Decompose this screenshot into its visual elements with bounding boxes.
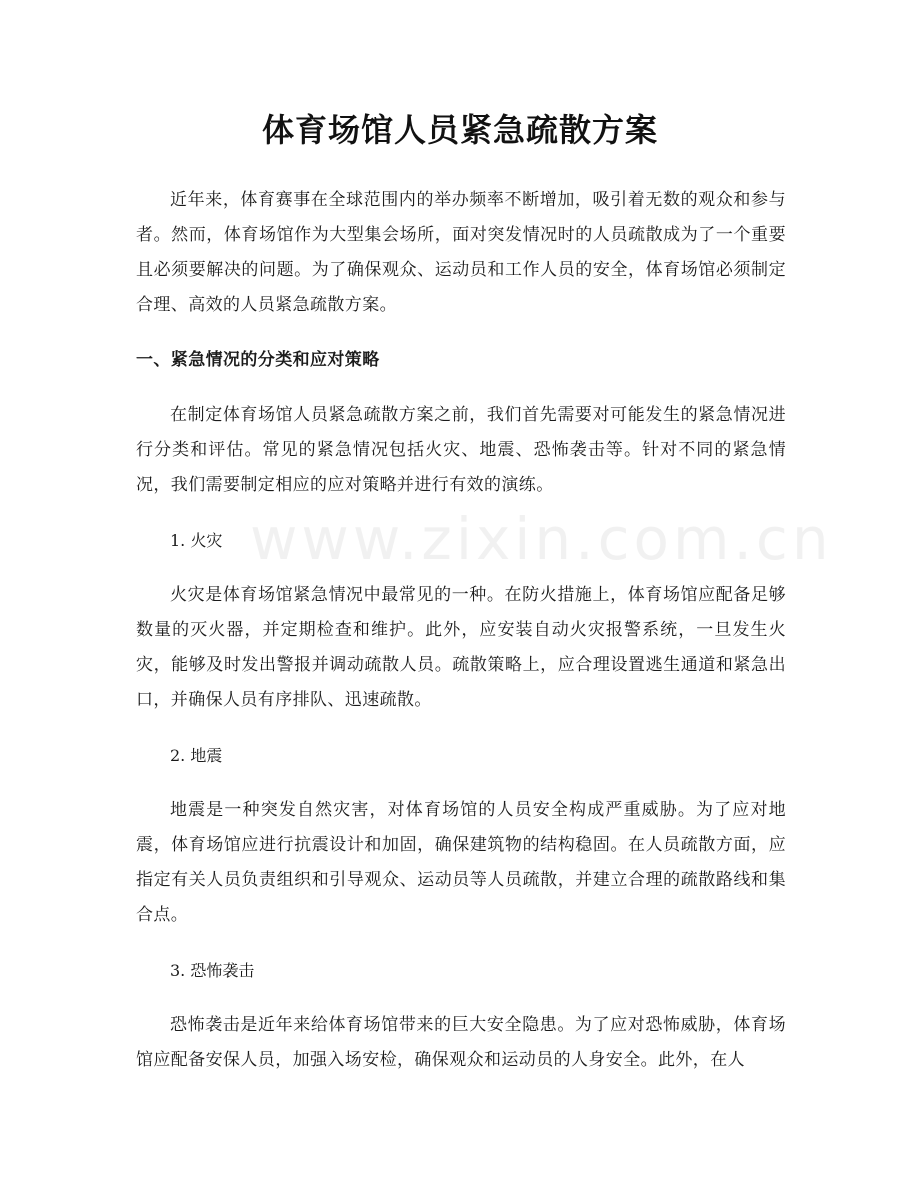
section-heading: 一、紧急情况的分类和应对策略 (136, 350, 380, 370)
terror-paragraph: 恐怖袭击是近年来给体育场馆带来的巨大安全隐患。为了应对恐怖威胁，体育场馆应配备安保人员，加强入场安检，确保观众和运动员的人身安全。此外，在人 (136, 1015, 786, 1070)
subsection-label-terror: 3. 恐怖袭击 (170, 961, 255, 980)
document-body (136, 183, 833, 1078)
subsection-label-fire: 1. 火灾 (170, 531, 223, 550)
subsection-label-earthquake: 2. 地震 (170, 746, 223, 765)
earthquake-paragraph: 地震是一种突发自然灾害，对体育场馆的人员安全构成严重威胁。为了应对地震，体育场馆应进行抗震设计和加固，确保建筑物的结构稳固。在人员疏散方面，应指定有关人员负责组织和引导观众、运动员等人员疏散，并建立合理的疏散路线和集合点。 (136, 800, 786, 925)
intro-paragraph: 近年来，体育赛事在全球范围内的举办频率不断增加，吸引着无数的观众和参与者。然而，体育场馆作为大型集会场所，面对突发情况时的人员疏散成为了一个重要且必须要解决的问题。为了确保观众、运动员和工作人员的安全，体育场馆必须制定合理、高效的人员紧急疏散方案。 (136, 190, 786, 315)
fire-paragraph: 火灾是体育场馆紧急情况中最常见的一种。在防火措施上，体育场馆应配备足够数量的灭火器，并定期检查和维护。此外，应安装自动火灾报警系统，一旦发生火灾，能够及时发出警报并调动疏散人员。疏散策略上，应合理设置逃生通道和紧急出口，并确保人员有序排队、迅速疏散。 (136, 585, 786, 710)
section-intro-paragraph: 在制定体育场馆人员紧急疏散方案之前，我们首先需要对可能发生的紧急情况进行分类和评估。常见的紧急情况包括火灾、地震、恐怖袭击等。针对不同的紧急情况，我们需要制定相应的应对策略并进行有效的演练。 (136, 405, 786, 495)
watermark: www.zixin.com.cn (250, 505, 833, 573)
document-title: 体育场馆人员紧急疏散方案 (261, 111, 658, 149)
